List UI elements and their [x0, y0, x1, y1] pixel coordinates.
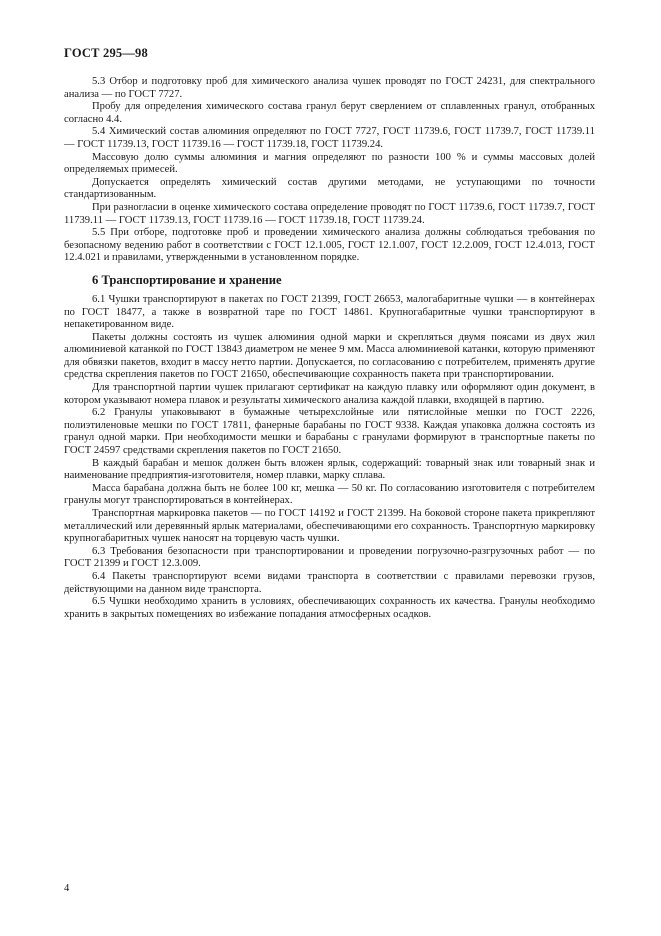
paragraph-6-1: 6.1 Чушки транспортируют в пакетах по ГОСТ 21399, ГОСТ 26653, малогабаритные чушки — в контейнерах по ГОСТ 18477, а также в возвратной таре по ГОСТ 14861. Крупногабаритные чушки транспортируют в непакетированном виде.: [64, 293, 595, 331]
paragraph: В каждый барабан и мешок должен быть вложен ярлык, содержащий: товарный знак или товарный знак и наименование предприятия-изготовителя, номер плавки, марку сплава.: [64, 457, 595, 482]
document-body: [64, 76, 595, 621]
section-heading: 6 Транспортирование и хранение: [92, 272, 282, 287]
paragraph: При разногласии в оценке химического состава определение проводят по ГОСТ 11739.6, ГОСТ 11739.7, ГОСТ 11739.11 — ГОСТ 11739.13, ГОСТ 11739.16 — ГОСТ 11739.18, ГОСТ 11739.24.: [64, 201, 595, 226]
paragraph-5-3: 5.3 Отбор и подготовку проб для химического анализа чушек проводят по ГОСТ 24231, для спектрального анализа — по ГОСТ 7727.: [64, 76, 595, 100]
paragraph-5-5: 5.5 При отборе, подготовке проб и проведении химического анализа должны соблюдаться требования по безопасному ведению работ в соответствии с ГОСТ 12.1.005, ГОСТ 12.1.007, ГОСТ 12.2.009, ГОСТ 12.4.013, ГОСТ 12.4.021 и правилами, утвержденными в установленном порядке.: [64, 227, 595, 264]
paragraph: Массовую долю суммы алюминия и магния определяют по разности 100 % и суммы массовых долей определяемых примесей.: [64, 151, 595, 176]
paragraph: Масса барабана должна быть не более 100 кг, мешка — 50 кг. По согласованию изготовителя с потребителем гранулы могут транспортироваться в контейнерах.: [64, 482, 595, 507]
paragraph-5-4: 5.4 Химический состав алюминия определяют по ГОСТ 7727, ГОСТ 11739.6, ГОСТ 11739.7, ГОСТ 11739.11 — ГОСТ 11739.13, ГОСТ 11739.16 — ГОСТ 11739.18, ГОСТ 11739.24.: [64, 126, 595, 150]
paragraph: Транспортная маркировка пакетов — по ГОСТ 14192 и ГОСТ 21399. На боковой стороне пакета прикрепляют металлический или деревянный ярлык материалами, обеспечивающими его сохранность. Транспортную маркировку крупногабаритных чушек наносят на торцевую часть чушки.: [64, 508, 595, 545]
paragraph-6-4: 6.4 Пакеты транспортируют всеми видами транспорта в соответствии с правилами перевозки грузов, действующими на данном виде транспорта.: [64, 570, 595, 595]
paragraph: Допускается определять химический состав другими методами, не уступающими по точности стандартизованным.: [64, 176, 595, 201]
paragraph: Пакеты должны состоять из чушек алюминия одной марки и скрепляться двумя поясами из двух жил алюминиевой катанкой по ГОСТ 13843 диаметром не менее 9 мм. Масса алюминиевой катанки, которую применяют для обвязки пакетов, входит в массу нетто партии. Допускается, по согласованию с потребителем, применять другие средства скрепления пакетов по ГОСТ 21650, обеспечивающие сохранность пакета при транспортировании.: [64, 331, 595, 381]
paragraph: Для транспортной партии чушек прилагают сертификат на каждую плавку или оформляют один документ, в котором указывают номера плавок и результаты химического анализа каждой плавки, входящей в партию.: [64, 382, 595, 406]
paragraph-6-5: 6.5 Чушки необходимо хранить в условиях, обеспечивающих сохранность их качества. Гранулы необходимо хранить в закрытых помещениях во избежание попадания атмосферных осадков.: [64, 596, 595, 620]
section-6: [64, 294, 595, 621]
section-5: [64, 76, 595, 265]
document-header: ГОСТ 295—98: [64, 46, 148, 60]
paragraph-6-2: 6.2 Гранулы упаковывают в бумажные четырехслойные или пятислойные мешки по ГОСТ 2226, полиэтиленовые мешки по ГОСТ 17811, фанерные барабаны по ГОСТ 9338. Каждая упаковка должна состоять из гранул одной марки. При необходимости мешки и барабаны с гранулами формируют в транспортные пакеты по ГОСТ 24597 средствами скрепления пакетов по ГОСТ 21650.: [64, 407, 595, 457]
paragraph: Пробу для определения химического состава гранул берут сверлением от сплавленных гранул, отобранных согласно 4.4.: [64, 101, 595, 125]
paragraph-6-3: 6.3 Требования безопасности при транспортировании и проведении погрузочно-разгрузочных работ — по ГОСТ 21399 и ГОСТ 12.3.009.: [64, 545, 595, 570]
page-number: 4: [64, 883, 70, 894]
